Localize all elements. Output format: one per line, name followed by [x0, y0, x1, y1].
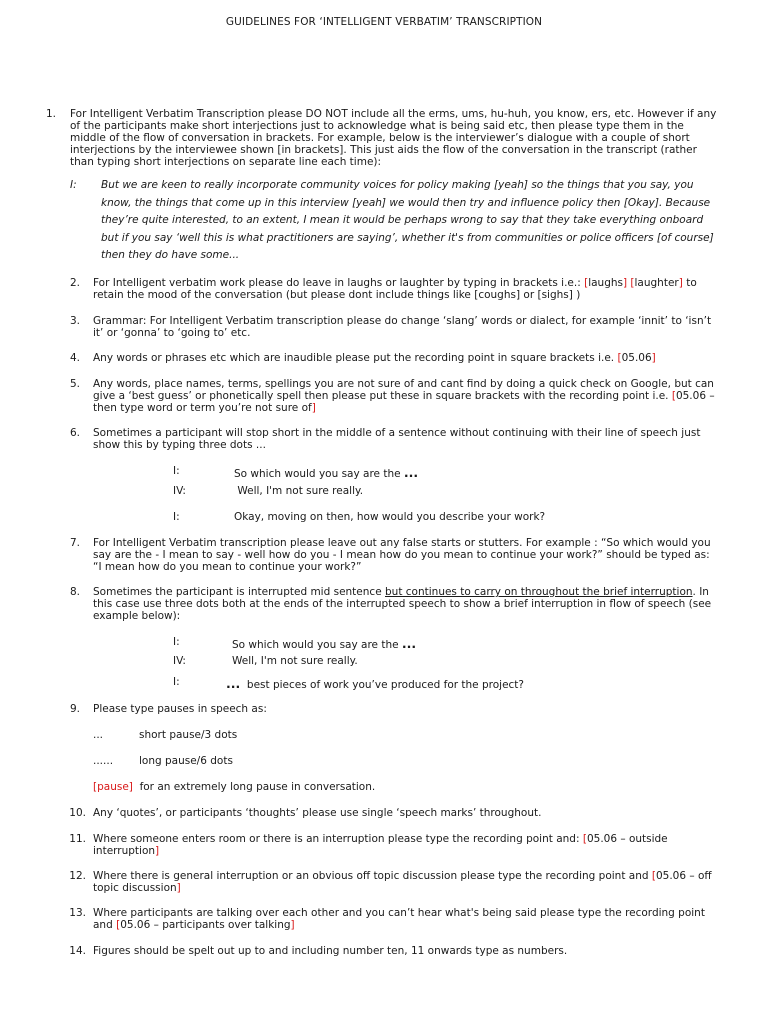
speaker-label: IV:: [173, 655, 186, 667]
speaker-label: I:: [173, 465, 180, 477]
text-segment: laughter: [634, 277, 679, 289]
item-text: Sometimes a participant will stop short in the middle of a sentence without continuing with their line of speech just show this by typing three dots ...: [93, 427, 701, 451]
red-bracket: [: [116, 919, 121, 931]
speech-text: Well, I'm not sure really.: [232, 655, 358, 667]
text-segment: Where participants are talking over each other and you can’t hear what's being said please type the recording point and: [93, 907, 705, 931]
item-text: Figures should be spelt out up to and including number ten, 11 onwards type as numbers.: [93, 945, 568, 957]
recording-point: 05.06 – off topic discussion: [93, 870, 712, 894]
quote-text: But we are keen to really incorporate community voices for policy making [yeah] so the things that you say, you know, the things that come up in this interview [yeah] we would then try and influence policy then [Okay]. Because they’re quite interested, to an extent, I mean it would be perhaps wrong to say that they take everything onboard but if you say ‘well this is what practitioners are saying’, whether it's from communities or police officers [of course] then they do have some...: [101, 179, 714, 261]
red-bracket: [: [617, 352, 622, 364]
item-number: 3.: [69, 315, 80, 327]
item-text: For Intelligent Verbatim Transcription please DO NOT include all the erms, ums, hu-huh, you know, ers, etc. However if any of the participants make short interjections just to acknowledge what is being said etc, then please type them in the middle of the flow of conversation in brackets. For example, below is the interviewer’s dialogue with a couple of short interjections by the interviewee shown [in brackets]. This just aids the flow of the conversation in the transcript (rather than typing short interjections on separate line each time):: [70, 108, 717, 168]
text-segment: Where someone enters room or there is an interruption please type the recording point and:: [93, 833, 583, 845]
text-segment: Sometimes the participant is interrupted mid sentence: [93, 586, 385, 598]
recording-point: 05.06 – outside interruption: [93, 833, 668, 857]
ellipsis: ...: [403, 465, 419, 480]
speech-text: Well, I'm not sure really.: [234, 485, 364, 497]
red-bracket: ] [: [622, 277, 635, 289]
document-title: GUIDELINES FOR ‘INTELLIGENT VERBATIM’ TRANSCRIPTION: [225, 16, 543, 28]
speech-segment: So which would you say are the: [232, 639, 402, 651]
short-pause-text: short pause/3 dots: [139, 729, 238, 741]
item-number: 6.: [69, 427, 80, 439]
item-number: 2.: [69, 277, 80, 289]
recording-point: 05.06 – participants over talking: [120, 919, 291, 931]
red-bracket: [: [584, 277, 589, 289]
red-bracket: [: [671, 390, 676, 402]
item-number: 7.: [69, 537, 80, 549]
text-segment: For Intelligent verbatim work please do leave in laughs or laughter by typing in brackets i.e.:: [93, 277, 585, 289]
speaker-label: IV:: [173, 485, 186, 497]
quote-speaker: I:: [70, 179, 77, 191]
item-text: [93, 870, 720, 894]
speaker-label: I:: [173, 676, 180, 688]
item-text: [93, 378, 720, 414]
item-number: 11.: [69, 833, 86, 845]
red-bracket: ]: [176, 882, 181, 894]
item-text: Any ‘quotes’, or participants ‘thoughts’ please use single ‘speech marks’ throughout.: [93, 807, 542, 819]
text-segment: Where there is general interruption or an obvious off topic discussion please type the recording point and: [93, 870, 652, 882]
text-segment: for an extremely long pause in conversation.: [132, 781, 376, 793]
long-pause-mark: ......: [93, 755, 114, 767]
item-text: [93, 833, 720, 857]
item-number: 9.: [69, 703, 80, 715]
item-text: For Intelligent Verbatim transcription please leave out any false starts or stutters. For example : “So which would you say are the - I mean to say - well how do you - I mean how do you mean to continue your work?” should be typed as: “I mean how do you mean to continue your work?”: [93, 537, 711, 573]
recording-point: 05.06 – then type word or term you’re not sure of: [93, 390, 715, 414]
speaker-label: I:: [173, 636, 180, 648]
red-bracket: ]: [311, 402, 316, 414]
red-bracket: [: [582, 833, 587, 845]
ellipsis: ...: [226, 676, 241, 691]
text-segment: . In this case use three dots both at the ends of the interrupted speech to show a brief interruption in flow of speech (see example below):: [93, 586, 712, 622]
item-number: 10.: [69, 807, 86, 819]
text-segment: Any words, place names, terms, spellings you are not sure of and cant find by doing a quick check on Google, but can give a ‘best guess’ or phonetically spell then please put these in square brackets with the recording point i.e.: [93, 378, 714, 402]
item-number: 8.: [69, 586, 80, 598]
item-number: 1.: [45, 108, 56, 120]
speech-text: [234, 465, 418, 480]
item-number: 12.: [69, 870, 86, 882]
item-text: [93, 352, 720, 364]
item-text: [93, 586, 720, 622]
speaker-label: I:: [173, 511, 180, 523]
short-pause-mark: ...: [93, 729, 104, 741]
underlined-text: but continues to carry on throughout the brief interruption: [385, 586, 693, 598]
item-text: Grammar: For Intelligent Verbatim transcription please do change ‘slang’ words or dialect, for example ‘innit’ to ‘isn’t it’ or ‘gonna’ to ‘going to’ etc.: [93, 315, 712, 339]
long-pause-text: long pause/6 dots: [139, 755, 233, 767]
text-segment: Any words or phrases etc which are inaudible please put the recording point in square brackets i.e.: [93, 352, 618, 364]
red-bracket: ]: [651, 352, 656, 364]
speech-text: [232, 636, 416, 651]
speech-segment: best pieces of work you’ve produced for the project?: [240, 679, 524, 691]
recording-point: 05.06: [621, 352, 652, 364]
example-quote: [70, 177, 720, 265]
ellipsis: ...: [401, 636, 417, 651]
text-segment: to retain the mood of the conversation (but please dont include things like [coughs] or [sighs] ): [93, 277, 697, 301]
speech-text: Okay, moving on then, how would you describe your work?: [234, 511, 546, 523]
item-number: 5.: [69, 378, 80, 390]
red-bracket: ]: [155, 845, 160, 857]
item-text: Please type pauses in speech as:: [93, 703, 267, 715]
speech-segment: So which would you say are the: [234, 468, 404, 480]
text-segment: laughs: [588, 277, 623, 289]
red-bracket: ]: [290, 919, 295, 931]
item-number: 13.: [69, 907, 86, 919]
red-bracket: [: [651, 870, 656, 882]
red-bracket: ]: [678, 277, 683, 289]
item-number: 14.: [69, 945, 86, 957]
item-number: 4.: [69, 352, 80, 364]
item-text: [93, 907, 720, 931]
pause-tag: [pause]: [93, 781, 133, 793]
item-text: [93, 277, 720, 301]
pause-tag-line: [93, 781, 375, 793]
speech-text: [226, 676, 524, 691]
